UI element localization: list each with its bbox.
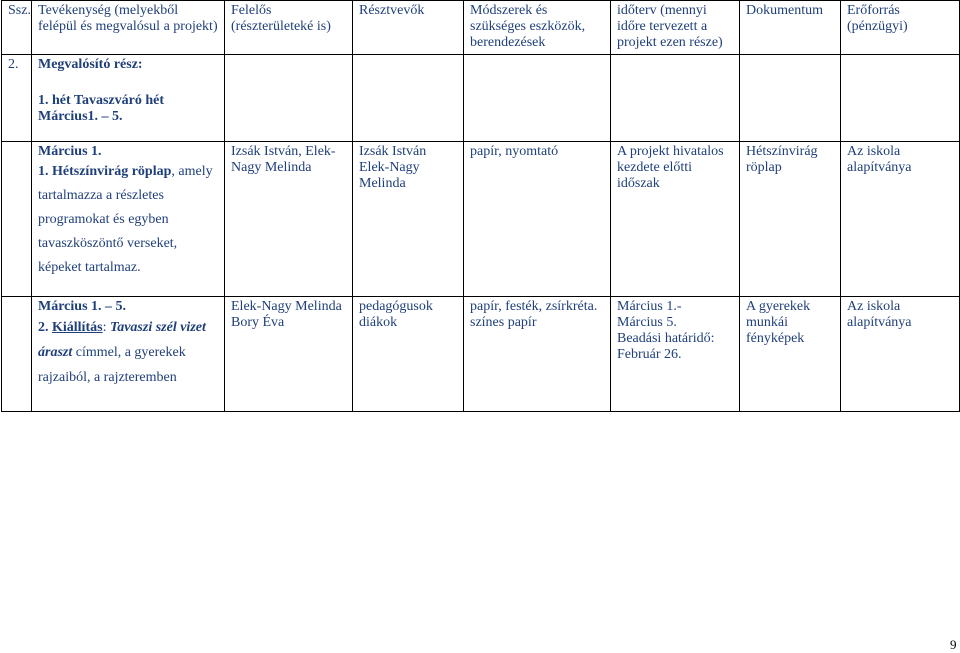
row2-activity-colon: : bbox=[102, 320, 107, 335]
table-row bbox=[2, 297, 960, 412]
row1-activity-number: 1. bbox=[38, 164, 49, 179]
row1-resource: Az iskola alapítványa bbox=[841, 142, 960, 297]
row2-resource: Az iskola alapítványa bbox=[841, 297, 960, 412]
row1-activity-text-1: , amely bbox=[171, 164, 213, 179]
row1-activity-text-3: programokat és egyben bbox=[38, 212, 169, 227]
row2-timeline-2: Március 5. bbox=[617, 315, 677, 330]
section-empty-methods bbox=[464, 55, 611, 142]
row2-timeline bbox=[611, 297, 740, 412]
row2-responsible: Elek-Nagy Melinda Bory Éva bbox=[225, 297, 353, 412]
row2-activity-number: 2. bbox=[38, 320, 49, 335]
header-row bbox=[2, 1, 960, 55]
header-activity: Tevékenység (melyekből felépül és megvalósul a projekt) bbox=[32, 1, 225, 55]
row1-activity-text bbox=[38, 160, 219, 280]
row1-date: Március 1. bbox=[38, 144, 102, 159]
header-ssz: Ssz. bbox=[2, 1, 32, 55]
header-document: Dokumentum bbox=[740, 1, 841, 55]
section-number: 2. bbox=[2, 55, 32, 142]
section-empty-timeline bbox=[611, 55, 740, 142]
row1-participants: Izsák István Elek-Nagy Melinda bbox=[353, 142, 464, 297]
row2-date: Március 1. – 5. bbox=[38, 299, 127, 314]
row2-activity-title: Kiállítás bbox=[52, 320, 103, 335]
header-responsible: Felelős (részterületeké is) bbox=[225, 1, 353, 55]
row1-activity-text-4: tavaszköszöntő verseket, bbox=[38, 236, 178, 251]
row2-activity-italic: Tavaszi szél vizet áraszt bbox=[38, 320, 206, 360]
section-row bbox=[2, 55, 960, 142]
row2-empty bbox=[2, 297, 32, 412]
row2-timeline-4: Február 26. bbox=[617, 347, 682, 362]
row1-responsible: Izsák István, Elek-Nagy Melinda bbox=[225, 142, 353, 297]
section-cell bbox=[32, 55, 225, 142]
row1-timeline: A projekt hivatalos kezdete előtti időszak bbox=[611, 142, 740, 297]
row2-timeline-3: Beadási határidő: bbox=[617, 331, 715, 346]
section-empty-resource bbox=[841, 55, 960, 142]
section-dates: Március1. – 5. bbox=[38, 109, 123, 124]
row1-empty bbox=[2, 142, 32, 297]
row2-document: A gyerekek munkái fényképek bbox=[740, 297, 841, 412]
row1-activity-title: Hétszínvirág röplap bbox=[52, 164, 172, 179]
section-empty-document bbox=[740, 55, 841, 142]
table-row bbox=[2, 142, 960, 297]
row2-participants: pedagógusok diákok bbox=[353, 297, 464, 412]
row2-activity-text-1: címmel, a gyerekek bbox=[75, 345, 186, 360]
row1-activity-text-2: tartalmazza a részletes bbox=[38, 188, 164, 203]
row1-methods: papír, nyomtató bbox=[464, 142, 611, 297]
row1-activity-text-5: képeket tartalmaz. bbox=[38, 260, 141, 275]
section-empty-responsible bbox=[225, 55, 353, 142]
row1-activity bbox=[32, 142, 225, 297]
section-title: Megvalósító rész: bbox=[38, 57, 143, 72]
section-week-block bbox=[38, 93, 219, 125]
section-week: 1. hét Tavaszváró hét bbox=[38, 93, 164, 108]
page-number: 9 bbox=[950, 637, 957, 652]
header-timeline: időterv (mennyi időre tervezett a projekt ezen része) bbox=[611, 1, 740, 55]
row2-activity bbox=[32, 297, 225, 412]
header-methods: Módszerek és szükséges eszközök, berendezések bbox=[464, 1, 611, 55]
header-resource: Erőforrás (pénzügyi) bbox=[841, 1, 960, 55]
row2-activity-text-2: rajzaiból, a rajzteremben bbox=[38, 370, 177, 385]
project-plan-table bbox=[1, 0, 960, 412]
row2-methods: papír, festék, zsírkréta. színes papír bbox=[464, 297, 611, 412]
header-participants: Résztvevők bbox=[353, 1, 464, 55]
row1-document: Hétszínvirág röplap bbox=[740, 142, 841, 297]
section-empty-participants bbox=[353, 55, 464, 142]
row2-activity-text bbox=[38, 315, 219, 390]
row2-timeline-1: Március 1.- bbox=[617, 299, 682, 314]
